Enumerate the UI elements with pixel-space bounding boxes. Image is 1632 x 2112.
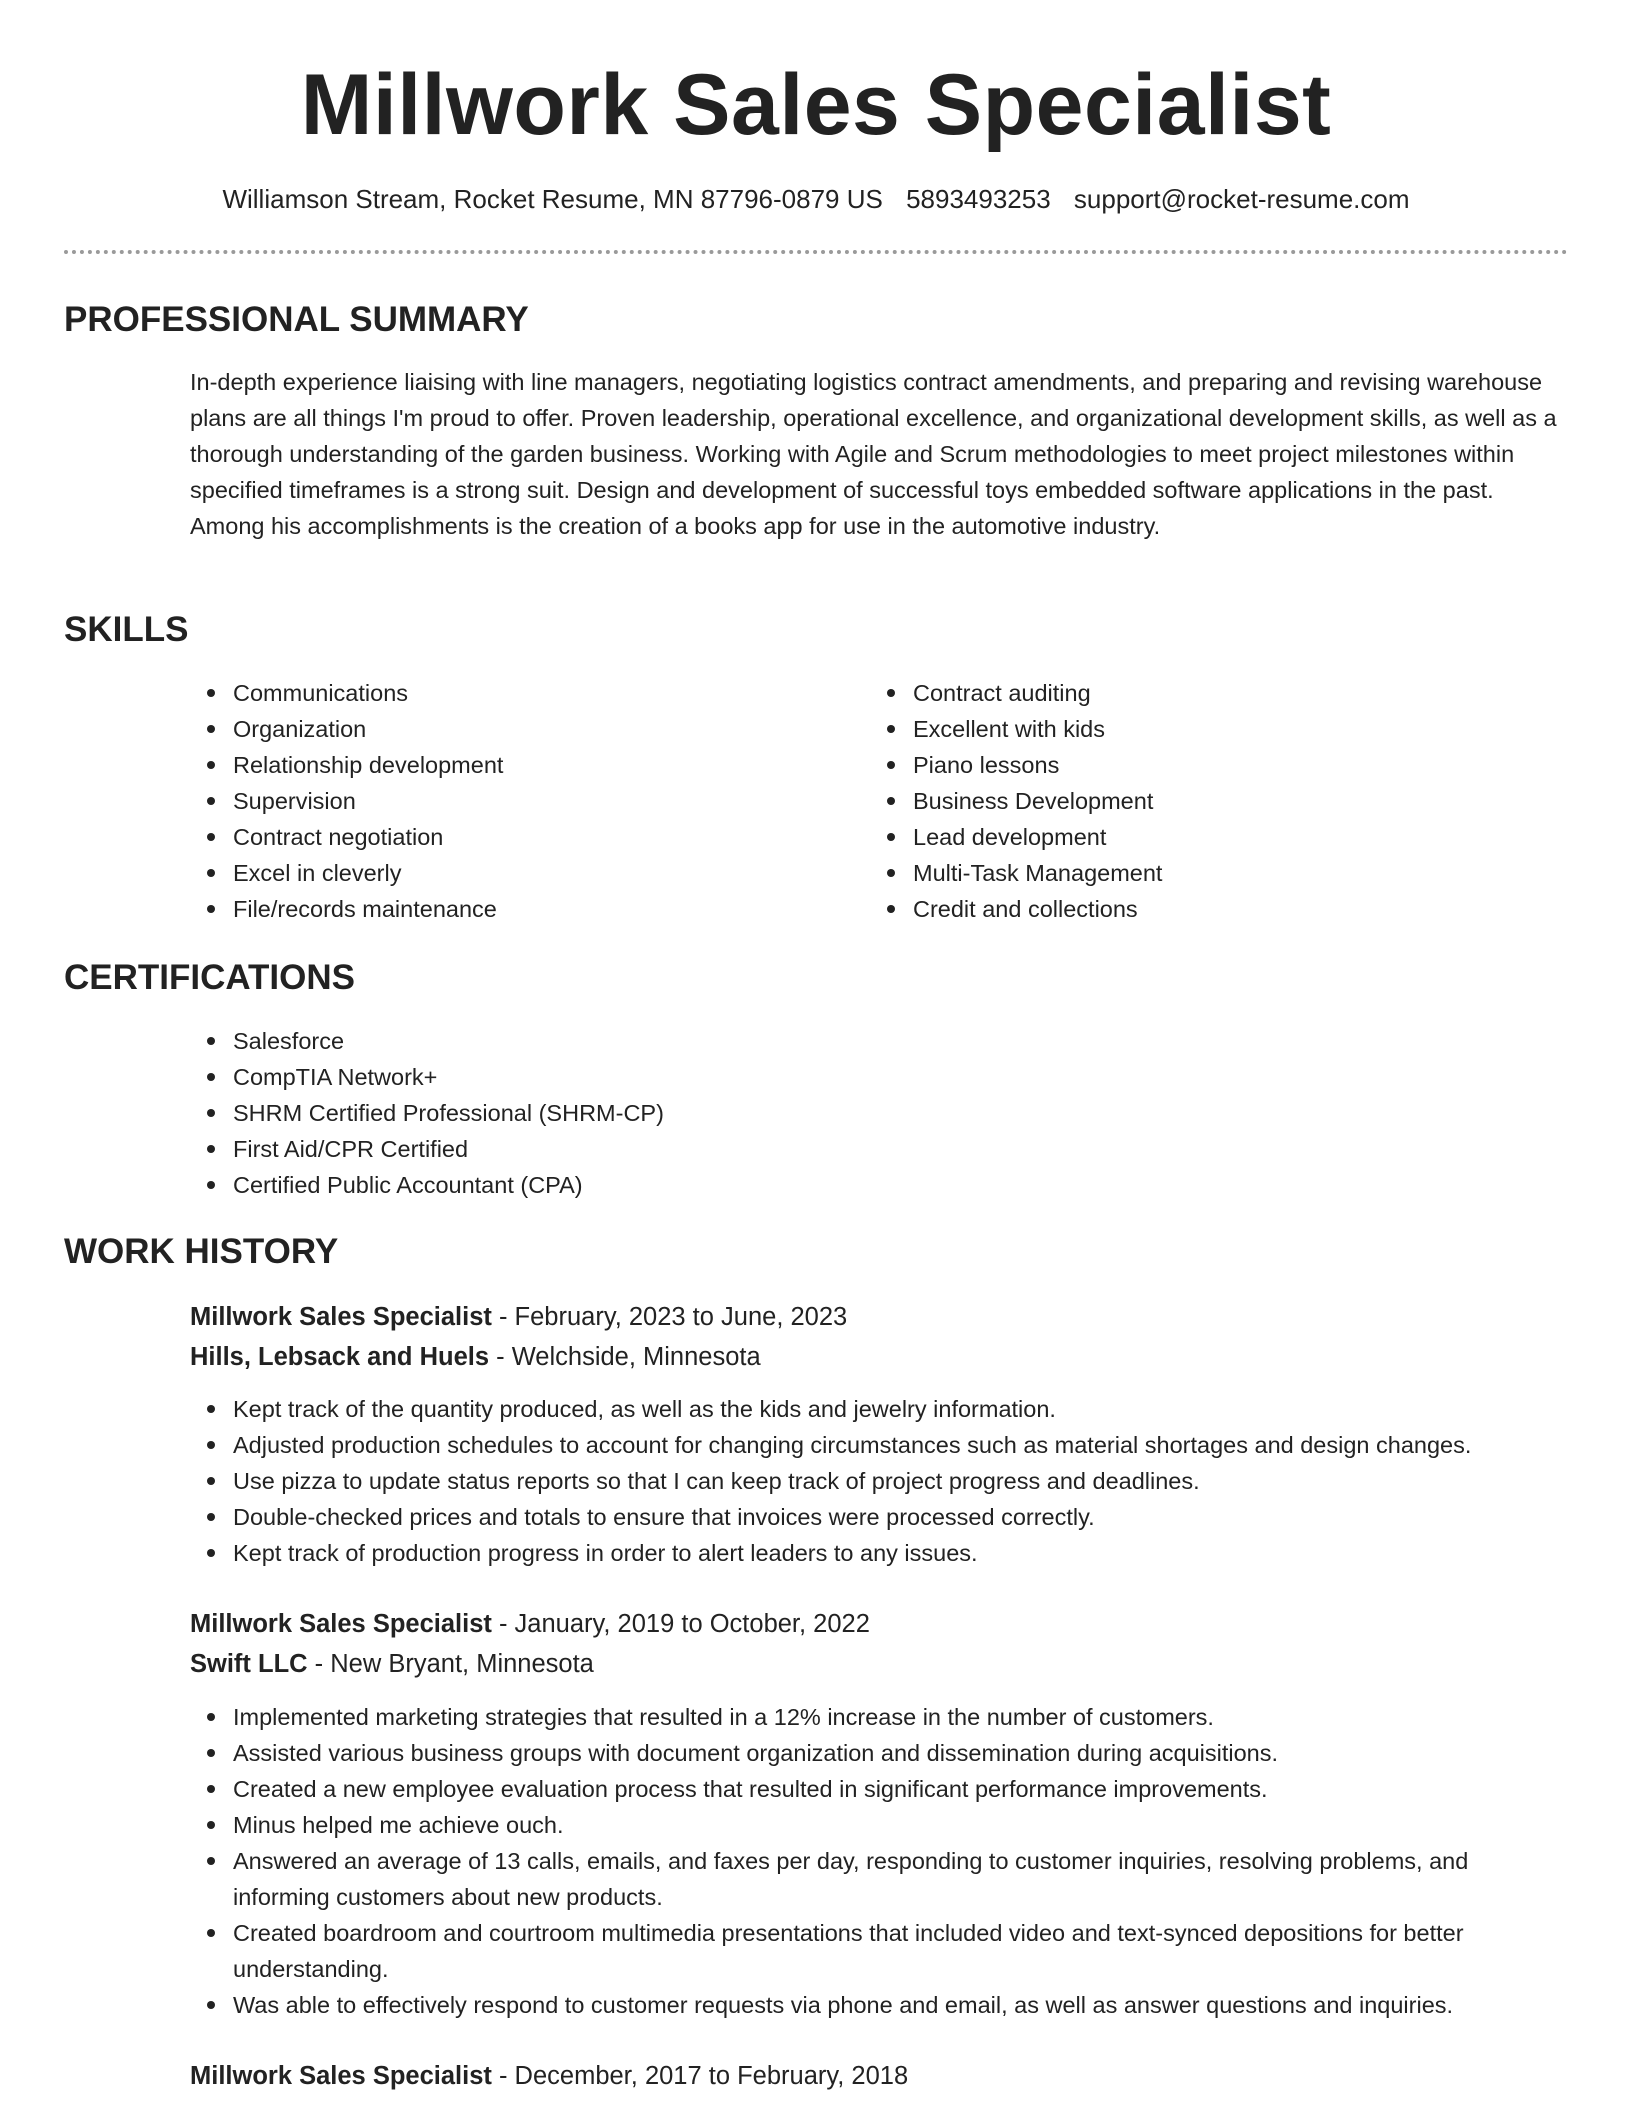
job-dates: - February, 2023 to June, 2023 bbox=[491, 1303, 848, 1331]
list-item: Multi-Task Management bbox=[870, 855, 1570, 891]
list-item: Salesforce bbox=[190, 1023, 1570, 1059]
job-company: Swift LLC bbox=[190, 1650, 308, 1678]
job-role: Millwork Sales Specialist bbox=[190, 1610, 492, 1638]
list-item: First Aid/CPR Certified bbox=[190, 1131, 1570, 1167]
list-item: Was able to effectively respond to customer requests via phone and email, as well as answer questions and inquiries. bbox=[190, 1987, 1570, 2023]
list-item: Minus helped me achieve ouch. bbox=[190, 1807, 1570, 1843]
list-item: Double-checked prices and totals to ensure that invoices were processed correctly. bbox=[190, 1499, 1580, 1535]
job-title-line bbox=[190, 1297, 847, 1337]
job-location: - New Bryant, Minnesota bbox=[307, 1650, 594, 1678]
job-role: Millwork Sales Specialist bbox=[190, 2062, 492, 2090]
list-item: Piano lessons bbox=[870, 747, 1570, 783]
header-divider bbox=[64, 250, 1568, 254]
list-item: Implemented marketing strategies that resulted in a 12% increase in the number of customers. bbox=[190, 1699, 1570, 1735]
list-item: Business Development bbox=[870, 783, 1570, 819]
certifications-list bbox=[190, 1023, 1570, 1203]
section-title-certifications: CERTIFICATIONS bbox=[64, 958, 356, 997]
job-location: - Welchside, Minnesota bbox=[489, 1343, 761, 1371]
list-item: CompTIA Network+ bbox=[190, 1059, 1570, 1095]
job-bullets bbox=[190, 1391, 1580, 1571]
job-role: Millwork Sales Specialist bbox=[190, 1303, 492, 1331]
job-dates: - December, 2017 to February, 2018 bbox=[491, 2062, 909, 2090]
list-item: Kept track of production progress in order to alert leaders to any issues. bbox=[190, 1535, 1580, 1571]
list-item: Excel in cleverly bbox=[190, 855, 810, 891]
job-company-line bbox=[190, 1644, 594, 1684]
contact-line bbox=[0, 180, 1632, 218]
list-item: Supervision bbox=[190, 783, 810, 819]
section-title-summary: PROFESSIONAL SUMMARY bbox=[64, 300, 529, 339]
job-title-line bbox=[190, 2056, 908, 2096]
list-item: Assisted various business groups with document organization and dissemination during acquisitions. bbox=[190, 1735, 1570, 1771]
list-item: Created a new employee evaluation process that resulted in significant performance improvements. bbox=[190, 1771, 1570, 1807]
skills-list-left bbox=[190, 675, 810, 927]
contact-address: Williamson Stream, Rocket Resume, MN 87796-0879 US bbox=[222, 184, 883, 214]
list-item: Use pizza to update status reports so that I can keep track of project progress and deadlines. bbox=[190, 1463, 1580, 1499]
job-title-line bbox=[190, 1604, 870, 1644]
job-bullets bbox=[190, 1699, 1570, 2023]
job-dates: - January, 2019 to October, 2022 bbox=[491, 1610, 870, 1638]
list-item: SHRM Certified Professional (SHRM-CP) bbox=[190, 1095, 1570, 1131]
list-item: Contract negotiation bbox=[190, 819, 810, 855]
list-item: Organization bbox=[190, 711, 810, 747]
list-item: Excellent with kids bbox=[870, 711, 1570, 747]
list-item: Certified Public Accountant (CPA) bbox=[190, 1167, 1570, 1203]
list-item: Credit and collections bbox=[870, 891, 1570, 927]
candidate-name: Millwork Sales Specialist bbox=[300, 57, 1332, 153]
list-item: Contract auditing bbox=[870, 675, 1570, 711]
section-title-work-history: WORK HISTORY bbox=[64, 1232, 339, 1271]
contact-email: support@rocket-resume.com bbox=[1073, 184, 1410, 214]
list-item: Kept track of the quantity produced, as well as the kids and jewelry information. bbox=[190, 1391, 1580, 1427]
section-title-skills: SKILLS bbox=[64, 610, 189, 649]
contact-phone: 5893493253 bbox=[906, 184, 1051, 214]
job-company: Hills, Lebsack and Huels bbox=[190, 1343, 490, 1371]
skills-list-right bbox=[870, 675, 1570, 927]
list-item: Lead development bbox=[870, 819, 1570, 855]
list-item: Created boardroom and courtroom multimedia presentations that included video and text-synced depositions for better understanding. bbox=[190, 1915, 1570, 1987]
list-item: File/records maintenance bbox=[190, 891, 810, 927]
summary-text: In-depth experience liaising with line managers, negotiating logistics contract amendments, and preparing and revising warehouse plans are all things I'm proud to offer. Proven leadership, operational excellence, and organizational development skills, as well as a thorough understanding of the garden business. Working with Agile and Scrum methodologies to meet project milestones within specified timeframes is a strong suit. Design and development of successful toys embedded software applications in the past. Among his accomplishments is the creation of a books app for use in the automotive industry. bbox=[190, 369, 1557, 539]
list-item: Relationship development bbox=[190, 747, 810, 783]
job-company-line bbox=[190, 1337, 761, 1377]
list-item: Answered an average of 13 calls, emails, and faxes per day, responding to customer inquiries, resolving problems, and informing customers about new products. bbox=[190, 1843, 1570, 1915]
list-item: Communications bbox=[190, 675, 810, 711]
list-item: Adjusted production schedules to account for changing circumstances such as material shortages and design changes. bbox=[190, 1427, 1580, 1463]
